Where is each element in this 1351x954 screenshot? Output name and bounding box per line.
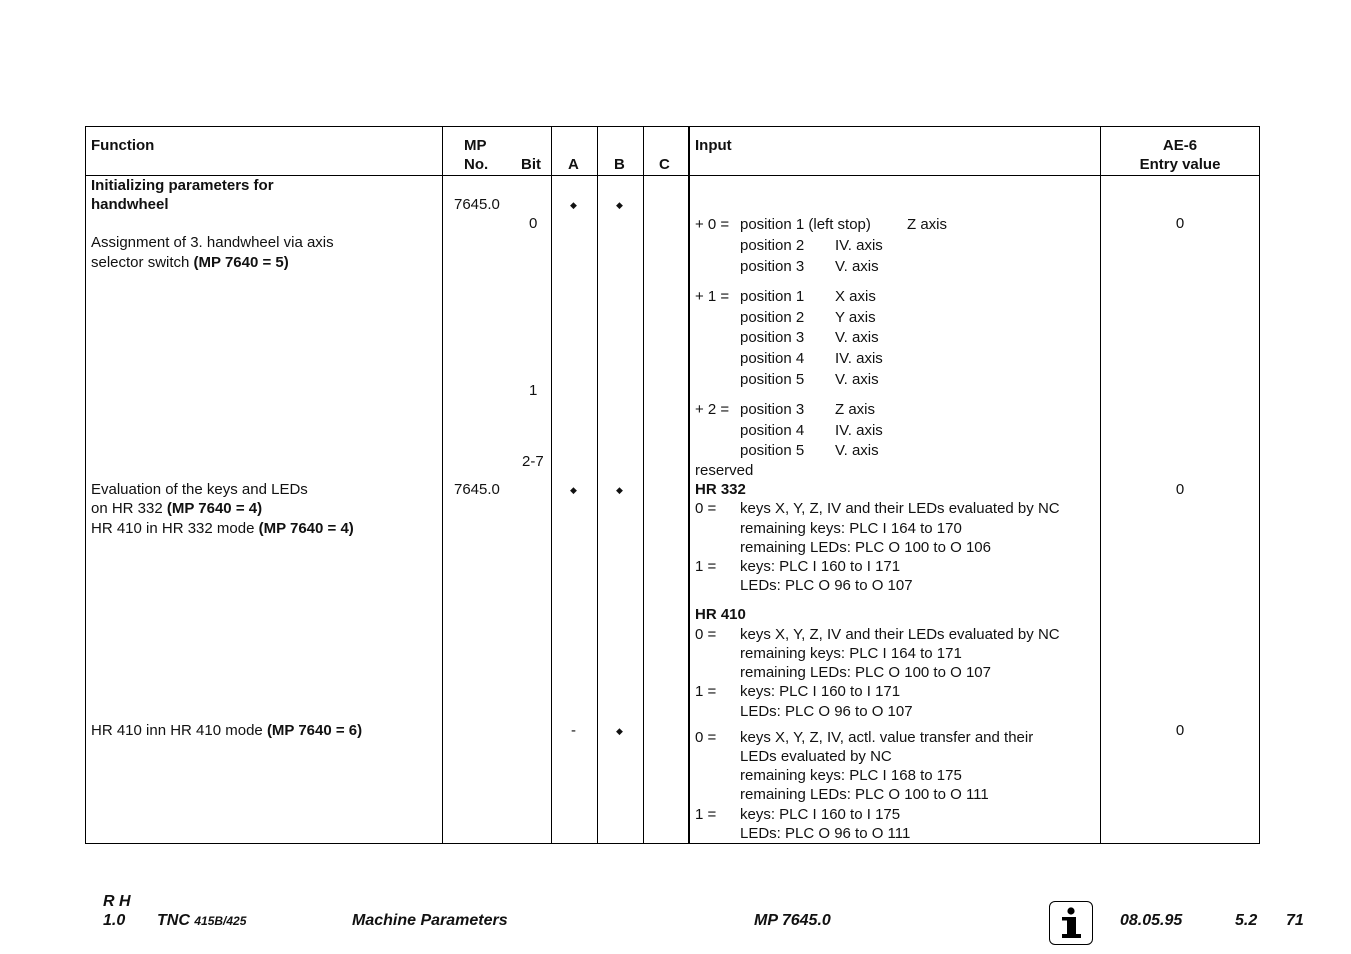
input-position: position 1 <box>740 288 805 305</box>
mp-number: 7645.0 <box>454 196 500 213</box>
function-text-part: HR 410 in HR 332 mode <box>91 520 259 537</box>
input-text: keys X, Y, Z, IV and their LEDs evaluated by NC <box>740 500 1060 517</box>
input-text: keys: PLC I 160 to I 171 <box>740 558 901 575</box>
function-text-part: HR 410 inn HR 410 mode <box>91 722 267 739</box>
diamond-icon: ◆ <box>616 200 623 210</box>
input-position: position 5 <box>740 442 805 459</box>
header-entry-value: Entry value <box>1139 156 1221 173</box>
input-position: position 2 <box>740 237 805 254</box>
input-axis: X axis <box>835 288 876 305</box>
function-mp-ref: (MP 7640 = 4) <box>166 500 263 517</box>
input-subheading: HR 410 <box>695 606 746 623</box>
diamond-icon: ◆ <box>570 485 577 495</box>
function-mp-ref: (MP 7640 = 5) <box>193 254 289 271</box>
header-input: Input <box>695 137 732 154</box>
input-text: LEDs: PLC O 96 to O 107 <box>740 703 913 720</box>
diamond-icon: ◆ <box>570 200 577 210</box>
input-axis: V. axis <box>835 329 879 346</box>
function-mp-ref: (MP 7640 = 4) <box>258 520 354 537</box>
info-icon-glyph <box>1050 902 1092 944</box>
input-position: position 2 <box>740 309 805 326</box>
footer-rh: R H <box>103 893 131 910</box>
input-code: + 0 = <box>695 216 730 233</box>
input-text: LEDs evaluated by NC <box>740 748 892 765</box>
function-text-part: selector switch <box>91 254 194 271</box>
input-code: 1 = <box>695 806 717 823</box>
header-bit: Bit <box>521 156 541 173</box>
input-position: position 3 <box>740 329 805 346</box>
header-divider <box>85 175 1260 176</box>
function-text <box>91 254 289 272</box>
input-position: position 3 <box>740 401 805 418</box>
input-position: position 3 <box>740 258 805 275</box>
input-text: keys: PLC I 160 to I 175 <box>740 806 901 823</box>
input-text: LEDs: PLC O 96 to O 111 <box>740 825 911 842</box>
footer-section-title: Machine Parameters <box>352 912 508 929</box>
input-axis: Z axis <box>907 216 948 233</box>
input-code: 1 = <box>695 683 717 700</box>
column-divider <box>643 126 644 844</box>
footer-chapter: 5.2 <box>1235 912 1258 929</box>
input-position: position 1 (left stop) <box>740 216 871 233</box>
header-no: No. <box>464 156 489 173</box>
function-text <box>91 520 354 538</box>
info-icon <box>1049 901 1093 945</box>
bit-number: 0 <box>529 215 538 232</box>
input-axis: V. axis <box>835 258 879 275</box>
input-text: LEDs: PLC O 96 to O 107 <box>740 577 913 594</box>
entry-value: 0 <box>1175 722 1185 739</box>
function-title: handwheel <box>91 196 169 213</box>
input-code: + 2 = <box>695 401 730 418</box>
input-text: remaining LEDs: PLC O 100 to O 111 <box>740 786 989 803</box>
input-axis: Z axis <box>835 401 876 418</box>
input-code: 0 = <box>695 729 717 746</box>
input-text: remaining keys: PLC I 164 to 170 <box>740 520 962 537</box>
header-b: B <box>614 156 625 173</box>
footer-date: 08.05.95 <box>1120 912 1183 929</box>
header-mp: MP <box>464 137 487 154</box>
input-text: remaining LEDs: PLC O 100 to O 106 <box>740 539 991 556</box>
input-axis: V. axis <box>835 371 879 388</box>
function-text: Assignment of 3. handwheel via axis <box>91 234 334 251</box>
input-position: position 4 <box>740 350 805 367</box>
function-text <box>91 722 362 740</box>
column-divider <box>597 126 598 844</box>
column-divider <box>688 126 690 844</box>
input-code: 0 = <box>695 500 717 517</box>
footer-mp-ref: MP 7645.0 <box>754 912 831 929</box>
function-text-part: on HR 332 <box>91 500 167 517</box>
input-text: remaining keys: PLC I 164 to 171 <box>740 645 962 662</box>
input-code: + 1 = <box>695 288 730 305</box>
entry-value: 0 <box>1175 215 1185 232</box>
footer-tnc-models: 415B/425 <box>194 914 247 928</box>
input-subheading: HR 332 <box>695 481 746 498</box>
bit-number: 2-7 <box>522 453 544 470</box>
input-axis: IV. axis <box>835 350 883 367</box>
entry-value: 0 <box>1175 481 1185 498</box>
input-text: keys X, Y, Z, IV, actl. value transfer and their <box>740 729 1034 746</box>
input-text: keys: PLC I 160 to I 171 <box>740 683 901 700</box>
input-axis: V. axis <box>835 442 879 459</box>
header-a: A <box>568 156 579 173</box>
input-code: 1 = <box>695 558 717 575</box>
function-text <box>91 500 262 518</box>
input-reserved: reserved <box>695 462 754 479</box>
input-position: position 4 <box>740 422 805 439</box>
dash-mark: - <box>571 722 576 739</box>
input-code: 0 = <box>695 626 717 643</box>
input-text: remaining LEDs: PLC O 100 to O 107 <box>740 664 991 681</box>
input-text: keys X, Y, Z, IV and their LEDs evaluated by NC <box>740 626 1060 643</box>
input-text: remaining keys: PLC I 168 to 175 <box>740 767 962 784</box>
function-text: Evaluation of the keys and LEDs <box>91 481 308 498</box>
footer-product <box>157 912 246 930</box>
header-ae6: AE-6 <box>1162 137 1198 154</box>
bit-number: 1 <box>529 382 538 399</box>
footer-version: 1.0 <box>103 912 126 929</box>
diamond-icon: ◆ <box>616 485 623 495</box>
mp-number: 7645.0 <box>454 481 500 498</box>
function-title: Initializing parameters for <box>91 177 274 194</box>
header-c: C <box>659 156 670 173</box>
footer-tnc: TNC <box>157 912 190 929</box>
input-axis: Y axis <box>835 309 876 326</box>
column-divider <box>551 126 552 844</box>
input-axis: IV. axis <box>835 422 883 439</box>
diamond-icon: ◆ <box>616 726 623 736</box>
function-mp-ref: (MP 7640 = 6) <box>266 722 363 739</box>
column-divider <box>442 126 443 844</box>
footer-page-number: 71 <box>1286 912 1304 929</box>
input-position: position 5 <box>740 371 805 388</box>
header-function: Function <box>91 137 155 154</box>
input-axis: IV. axis <box>835 237 883 254</box>
